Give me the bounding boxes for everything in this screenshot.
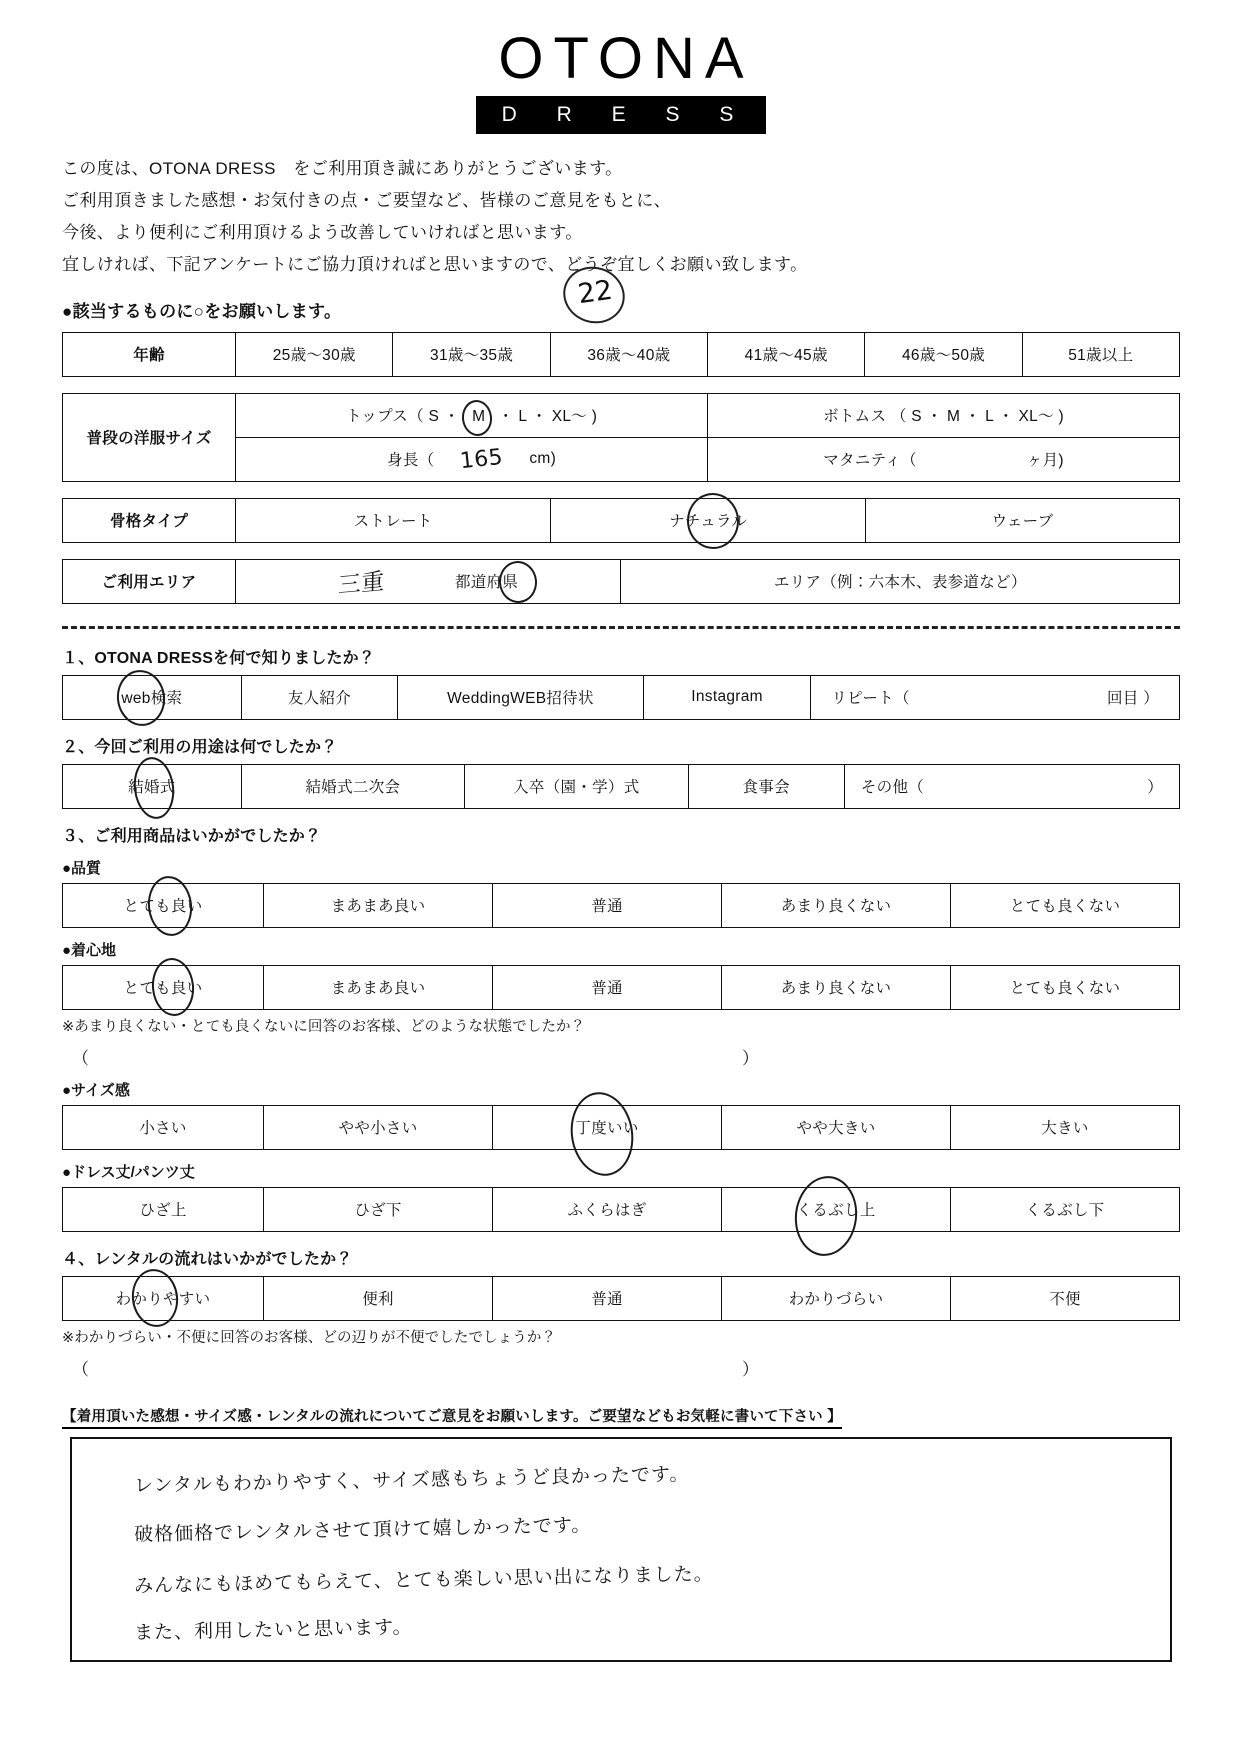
table-row [63, 559, 1180, 603]
bottoms-size-cell[interactable]: ボトムス （ S ・ M ・ L ・ XL～ ) [708, 393, 1180, 437]
q2-title: ２、今回ご利用の用途は何でしたか？ [62, 738, 338, 756]
length-above-ankle-wrap [797, 1198, 876, 1220]
age-option-31-35[interactable]: 31歳～35歳 [393, 332, 550, 376]
q4-easy-label: わかりやすい [115, 1291, 211, 1309]
q3-quality-label: ●品質 [62, 859, 102, 877]
q4-table [62, 1276, 1180, 1321]
intro-line-3: 今後、より便利にご利用頂けるよう改善していければと思います。 [62, 222, 583, 242]
comfort-answer-open: （ [72, 1048, 89, 1068]
table-row [63, 764, 1180, 808]
q2-wedding-wrap [128, 775, 175, 797]
q1-option-repeat[interactable] [811, 675, 1180, 719]
q4-option-normal[interactable]: 普通 [493, 1276, 722, 1320]
fit-option-small[interactable]: 小さい [63, 1105, 264, 1149]
comfort-option-very-bad[interactable]: とても良くない [951, 965, 1180, 1009]
q3-length-table [62, 1187, 1180, 1232]
q2-wedding-label: 結婚式 [128, 779, 176, 797]
q1-repeat-label: リピート（ [831, 690, 910, 708]
table-row [63, 1105, 1180, 1149]
maternity-cell[interactable] [708, 437, 1180, 481]
q1-table [62, 675, 1180, 720]
comfort-followup-note: ※あまり良くない・とても良くないに回答のお客様、どのような状態でしたか？ [62, 1018, 586, 1035]
frame-option-natural[interactable] [551, 498, 866, 542]
q1-option-friend[interactable]: 友人紹介 [241, 675, 397, 719]
comfort-option-fairly-good[interactable]: まあまあ良い [264, 965, 493, 1009]
area-table [62, 559, 1180, 604]
q3-comfort-label: ●着心地 [62, 941, 117, 959]
clothing-size-table [62, 393, 1180, 482]
intro-line-2: ご利用頂きました感想・お気付きの点・ご要望など、皆様のご意見をもとに、 [62, 190, 671, 210]
comfort-answer-close: ） [742, 1048, 759, 1068]
quality-option-normal[interactable]: 普通 [493, 883, 722, 927]
q4-answer-close: ） [742, 1359, 759, 1379]
comfort-option-very-good[interactable] [63, 965, 264, 1009]
intro-paragraph [62, 158, 1180, 277]
frame-option-wave[interactable]: ウェーブ [866, 498, 1180, 542]
free-comment-heading: 【着用頂いた感想・サイズ感・レンタルの流れについてご意見をお願いします。ご要望などもお気軽に書いて下さい 】 [62, 1405, 842, 1429]
q4-easy-wrap [116, 1287, 211, 1309]
brand-name: OTONA [498, 26, 754, 91]
q2-other-label: その他（ [860, 779, 925, 797]
comfort-very-good-label: とても良い [123, 980, 203, 998]
frame-type-label: 骨格タイプ [63, 498, 236, 542]
table-row [63, 393, 1180, 437]
fit-just-right-label: 丁度いい [575, 1120, 639, 1138]
table-row [63, 883, 1180, 927]
q1-option-web-search[interactable] [63, 675, 242, 719]
prefecture-suffix: 都道府県 [455, 574, 519, 592]
q3-quality-table [62, 883, 1180, 928]
q4-followup-note: ※わかりづらい・不便に回答のお客様、どの辺りが不便でしたでしょうか？ [62, 1329, 557, 1346]
tops-selected-wrap [464, 408, 493, 426]
table-row [63, 1276, 1180, 1320]
q4-followup-answer[interactable] [62, 1355, 1180, 1379]
brand-logo [62, 0, 1180, 134]
quality-option-very-bad[interactable]: とても良くない [951, 883, 1180, 927]
quality-very-good-wrap [124, 894, 203, 916]
intro-line-1: この度は、OTONA DRESS をご利用頂き誠にありがとうございます。 [62, 159, 623, 178]
table-row [63, 965, 1180, 1009]
quality-option-very-good[interactable] [63, 883, 264, 927]
age-option-25-30[interactable]: 25歳～30歳 [236, 332, 393, 376]
q1-option-instagram[interactable]: Instagram [643, 675, 811, 719]
tops-suffix: ・ L ・ XL～ ) [497, 408, 598, 426]
frame-natural-wrap [669, 509, 747, 531]
area-detail-cell[interactable]: エリア（例：六本木、表参道など） [621, 559, 1180, 603]
free-comment-box[interactable] [70, 1437, 1172, 1662]
q1-repeat-suffix: 回目 ） [1106, 690, 1159, 708]
section-lead: ●該当するものに○をお願いします。 [62, 301, 342, 321]
q3-fit-table [62, 1105, 1180, 1150]
q2-option-dinner[interactable]: 食事会 [688, 764, 844, 808]
quality-option-fairly-good[interactable]: まあまあ良い [264, 883, 493, 927]
comfort-option-not-so-good[interactable]: あまり良くない [722, 965, 951, 1009]
q2-other-suffix: ） [1147, 779, 1163, 797]
quality-very-good-label: とても良い [123, 898, 203, 916]
q1-web-label: web検索 [121, 690, 183, 708]
age-option-51-plus[interactable]: 51歳以上 [1022, 332, 1179, 376]
fit-just-right-wrap [575, 1116, 638, 1138]
q3-title: ３、ご利用商品はいかがでしたか？ [62, 827, 322, 845]
q4-answer-open: （ [72, 1359, 89, 1379]
q4-option-inconvenient[interactable]: 不便 [951, 1276, 1180, 1320]
length-option-calf[interactable]: ふくらはぎ [493, 1187, 722, 1231]
length-option-below-knee[interactable]: ひざ下 [264, 1187, 493, 1231]
table-row [63, 1187, 1180, 1231]
q4-title: ４、レンタルの流れはいかがでしたか？ [62, 1250, 353, 1268]
free-comment-line-3: みんなにもほめてもらえて、とても楽しい思い出になりました。 [133, 1562, 714, 1597]
tops-size-cell[interactable] [236, 393, 708, 437]
table-row [63, 498, 1180, 542]
section-divider [62, 626, 1180, 629]
table-row [63, 332, 1180, 376]
q1-title: １、OTONA DRESSを何で知りましたか？ [62, 649, 376, 667]
height-unit: cm) [529, 450, 557, 468]
age-table [62, 332, 1180, 377]
free-comment-line-1: レンタルもわかりやすく、サイズ感もちょうど良かったです。 [133, 1462, 690, 1497]
frame-type-table [62, 498, 1180, 543]
prefecture-suffix-wrap [455, 570, 518, 592]
age-handwritten-answer: 22 [576, 274, 615, 311]
length-option-above-knee[interactable]: ひざ上 [63, 1187, 264, 1231]
clothing-size-label: 普段の洋服サイズ [63, 393, 236, 481]
q4-option-easy[interactable] [63, 1276, 264, 1320]
fit-option-just-right[interactable] [493, 1105, 722, 1149]
frame-natural-label: ナチュラル [669, 513, 748, 531]
prefecture-cell[interactable] [236, 559, 621, 603]
q1-option-weddingweb[interactable]: WeddingWEB招待状 [398, 675, 644, 719]
q2-table [62, 764, 1180, 809]
comfort-very-good-wrap [124, 976, 203, 998]
age-option-36-40[interactable]: 36歳～40歳 [550, 332, 707, 376]
q4-option-convenient[interactable]: 便利 [264, 1276, 493, 1320]
q2-option-wedding[interactable] [63, 764, 242, 808]
table-row [63, 675, 1180, 719]
tops-prefix: トップス（ S ・ [345, 408, 460, 426]
length-above-ankle-label: くるぶし上 [796, 1202, 876, 1220]
q2-option-ceremony[interactable]: 入卒（園・学）式 [465, 764, 688, 808]
fit-option-large[interactable]: 大きい [951, 1105, 1180, 1149]
q3-length-label: ●ドレス丈/パンツ丈 [62, 1163, 195, 1181]
age-option-46-50[interactable]: 46歳～50歳 [865, 332, 1022, 376]
q2-option-afterparty[interactable]: 結婚式二次会 [241, 764, 464, 808]
free-comment-line-2: 破格価格でレンタルさせて頂けて嬉しかったです。 [133, 1513, 592, 1546]
quality-option-not-so-good[interactable]: あまり良くない [722, 883, 951, 927]
height-label: 身長（ [387, 452, 435, 470]
tops-selected-size: M [472, 408, 486, 426]
area-label: ご利用エリア [63, 559, 236, 603]
fit-option-slightly-small[interactable]: やや小さい [264, 1105, 493, 1149]
free-comment-line-4: また、利用したいと思います。 [133, 1615, 413, 1644]
prefecture-value: 三重 [338, 568, 386, 599]
maternity-unit: ヶ月) [1026, 452, 1064, 470]
q4-option-hard[interactable]: わかりづらい [722, 1276, 951, 1320]
age-option-41-45[interactable]: 41歳～45歳 [708, 332, 865, 376]
height-cell[interactable] [236, 437, 708, 481]
age-label: 年齢 [63, 332, 236, 376]
comfort-followup-answer[interactable] [62, 1044, 1180, 1068]
intro-line-4: 宜しければ、下記アンケートにご協力頂ければと思いますので、どうぞ宜しくお願い致します。 [62, 254, 808, 274]
q3-fit-label: ●サイズ感 [62, 1081, 130, 1099]
q3-comfort-table [62, 965, 1180, 1010]
comfort-option-normal[interactable]: 普通 [493, 965, 722, 1009]
frame-option-straight[interactable]: ストレート [236, 498, 551, 542]
maternity-label: マタニティ（ [823, 452, 917, 470]
length-option-below-ankle[interactable]: くるぶし下 [951, 1187, 1180, 1231]
height-value: 165 [459, 444, 505, 474]
q2-option-other[interactable] [844, 764, 1179, 808]
fit-option-slightly-large[interactable]: やや大きい [722, 1105, 951, 1149]
q1-web-wrap [121, 686, 182, 708]
length-option-above-ankle[interactable] [722, 1187, 951, 1231]
brand-sub: D R E S S [476, 96, 767, 134]
